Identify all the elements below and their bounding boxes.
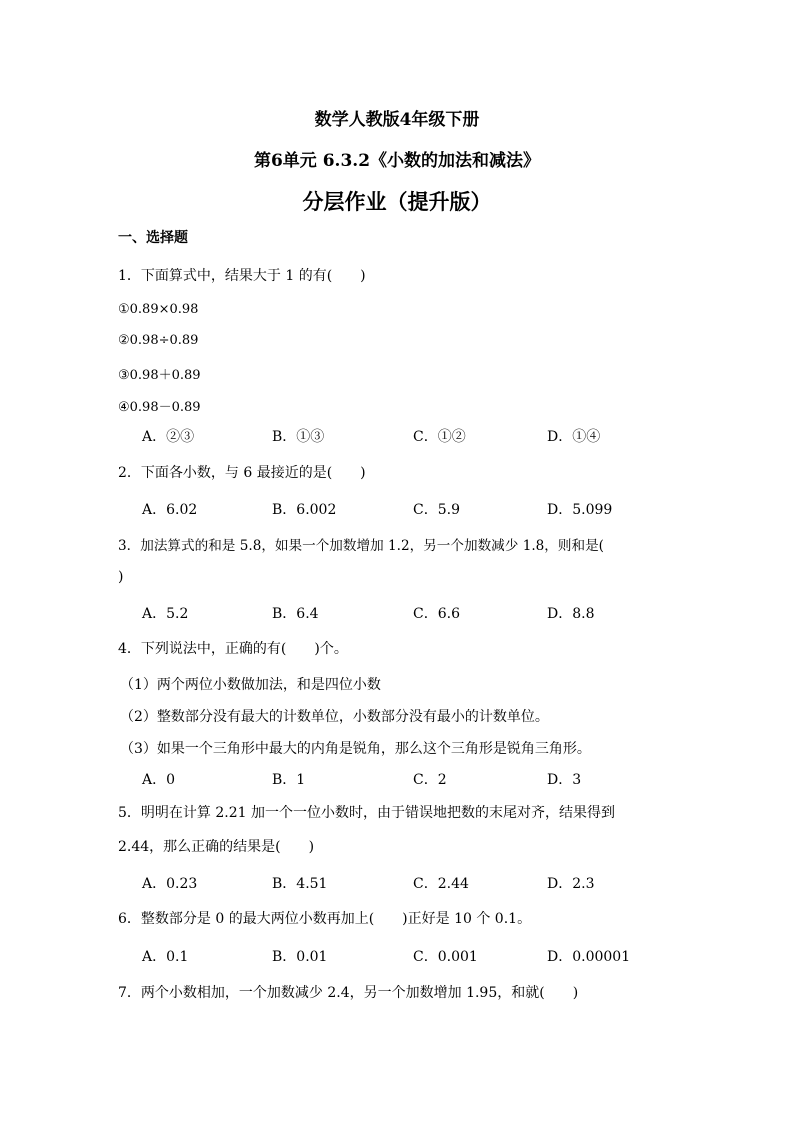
question-5-option-b[interactable]: B．4.51	[272, 876, 328, 892]
question-1-item-1: ①0.89×0.98	[118, 302, 199, 317]
question-4-option-d[interactable]: D．3	[547, 772, 582, 788]
question-3-option-b[interactable]: B．6.4	[272, 606, 319, 622]
section-heading: 一、选择题	[118, 230, 188, 246]
question-1-option-c[interactable]: C．①②	[413, 429, 466, 445]
question-4-option-a[interactable]: A．0	[142, 772, 176, 788]
question-2-option-b[interactable]: B．6.002	[272, 502, 337, 518]
question-2-option-a[interactable]: A．6.02	[142, 502, 198, 518]
question-3-options	[0, 603, 794, 623]
question-6-option-a[interactable]: A．0.1	[142, 949, 189, 965]
question-2-stem: 2．下面各小数，与 6 最接近的是( )	[118, 465, 366, 481]
question-6-stem: 6．整数部分是 0 的最大两位小数再加上( )正好是 10 个 0.1。	[118, 911, 532, 927]
question-6-options	[0, 946, 794, 966]
question-1-item-4: ④0.98－0.89	[118, 400, 201, 415]
question-1-option-a[interactable]: A．②③	[142, 429, 195, 445]
question-5-option-a[interactable]: A．0.23	[142, 876, 198, 892]
question-4-statement-1: （1）两个两位小数做加法，和是四位小数	[120, 677, 381, 693]
question-2-options	[0, 499, 794, 519]
question-3-option-c[interactable]: C．6.6	[413, 606, 460, 622]
question-4-option-b[interactable]: B．1	[272, 772, 306, 788]
worksheet-title: 数学人教版4年级下册	[314, 110, 480, 130]
question-3-option-a[interactable]: A．5.2	[142, 606, 189, 622]
question-4-stem: 4．下列说法中，正确的有( )个。	[118, 641, 348, 657]
unit-subtitle: 第6单元 6.3.2《小数的加法和减法》	[253, 151, 541, 171]
question-2-option-d[interactable]: D．5.099	[547, 502, 613, 518]
question-3-option-d[interactable]: D．8.8	[547, 606, 595, 622]
question-2-option-c[interactable]: C．5.9	[413, 502, 460, 518]
question-6-option-c[interactable]: C．0.001	[413, 949, 478, 965]
question-4-statement-3: （3）如果一个三角形中最大的内角是锐角，那么这个三角形是锐角三角形。	[120, 741, 591, 757]
worksheet-heading: 分层作业（提升版）	[302, 189, 492, 214]
question-5-option-d[interactable]: D．2.3	[547, 876, 595, 892]
question-1-item-3: ③0.98＋0.89	[118, 368, 201, 383]
question-1-options	[0, 426, 794, 446]
question-1-option-b[interactable]: B．①③	[272, 429, 325, 445]
question-3-stem: 3．加法算式的和是 5.8，如果一个加数增加 1.2，另一个加数减少 1.8，则和是(	[118, 538, 604, 554]
question-7-stem: 7．两个小数相加，一个加数减少 2.4，另一个加数增加 1.95，和就( )	[118, 985, 579, 1001]
question-4-statement-2: （2）整数部分没有最大的计数单位，小数部分没有最小的计数单位。	[120, 709, 549, 725]
question-1-item-2: ②0.98÷0.89	[118, 333, 199, 348]
question-4-options	[0, 769, 794, 789]
question-3-stem-continued: )	[118, 569, 124, 585]
question-6-option-b[interactable]: B．0.01	[272, 949, 328, 965]
question-5-stem-continued: 2.44，那么正确的结果是( )	[118, 839, 315, 855]
question-1-stem: 1．下面算式中，结果大于 1 的有( )	[118, 268, 366, 284]
question-5-option-c[interactable]: C．2.44	[413, 876, 469, 892]
question-5-stem: 5．明明在计算 2.21 加一个一位小数时，由于错误地把数的末尾对齐，结果得到	[118, 805, 615, 821]
question-6-option-d[interactable]: D．0.00001	[547, 949, 631, 965]
question-1-option-d[interactable]: D．①④	[547, 429, 601, 445]
question-5-options	[0, 873, 794, 893]
question-4-option-c[interactable]: C．2	[413, 772, 447, 788]
